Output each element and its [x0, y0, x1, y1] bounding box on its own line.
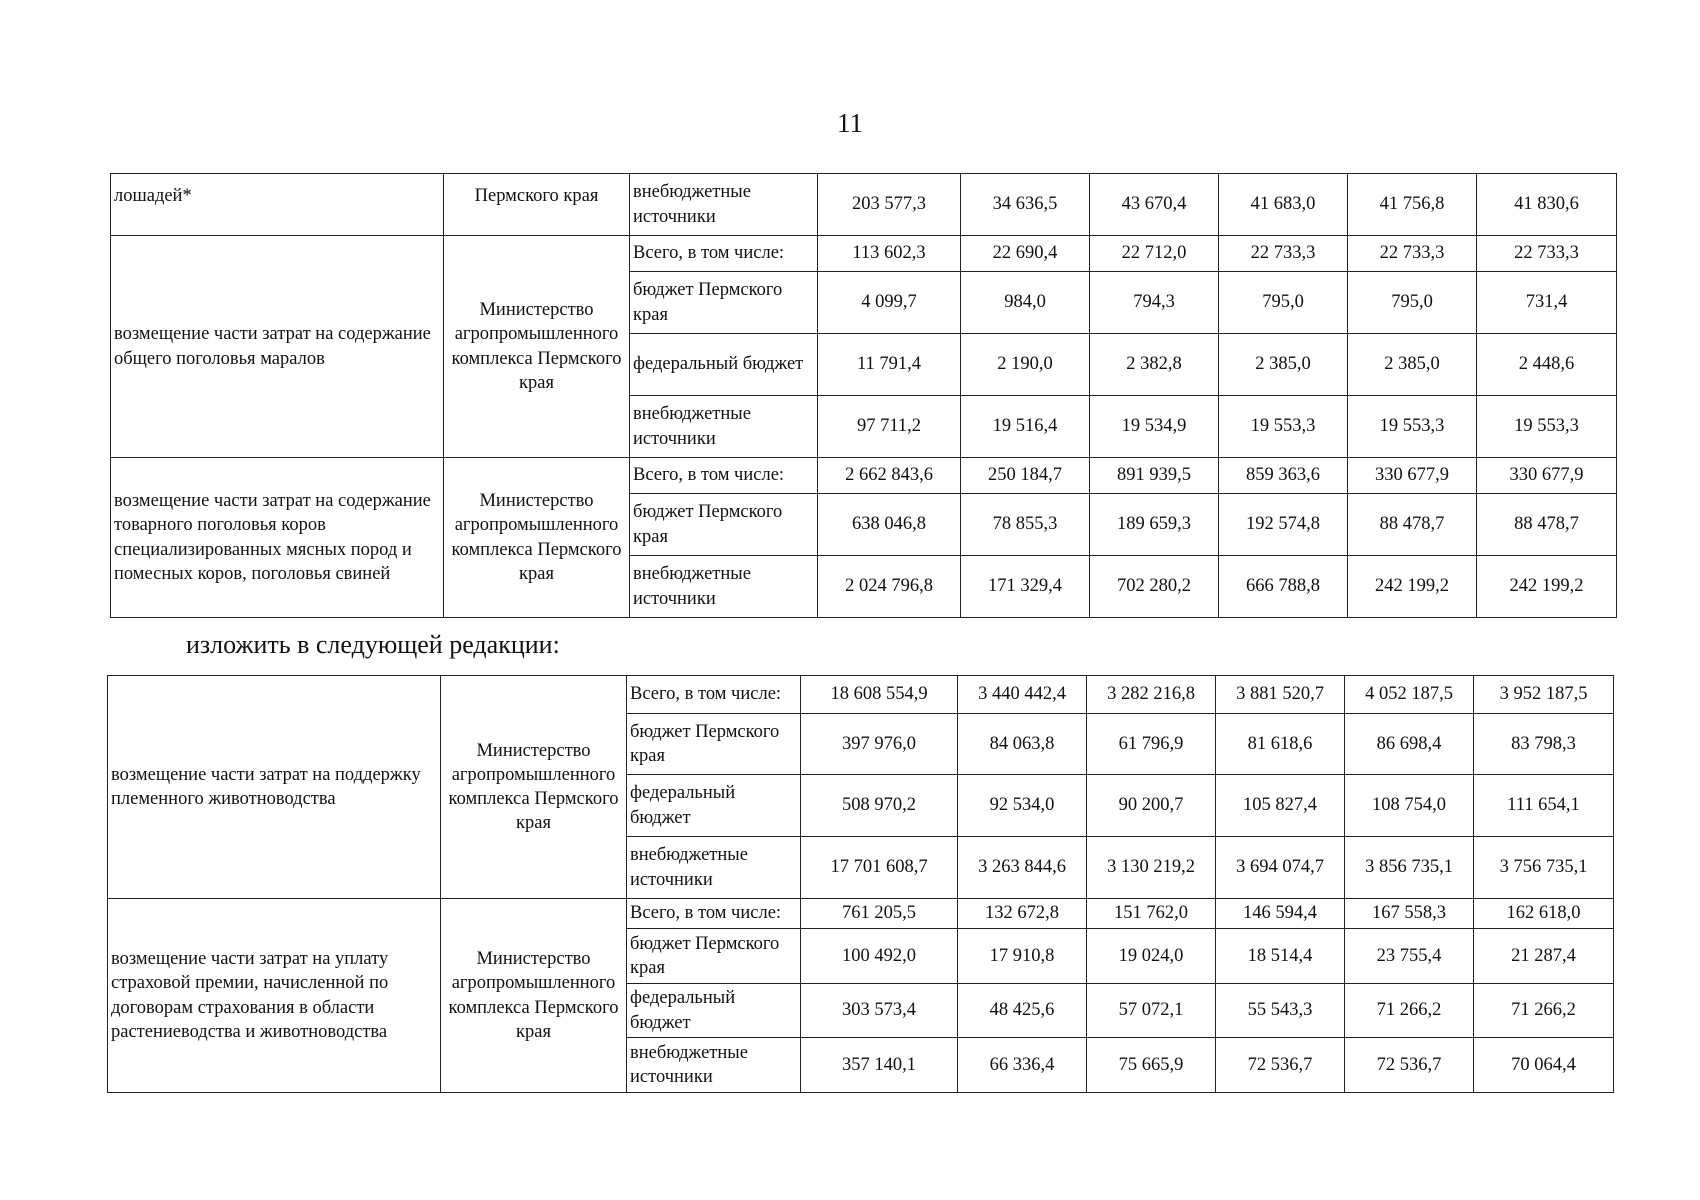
value-cell: 3 756 735,1: [1474, 837, 1614, 899]
funding-table-new-edition: [107, 675, 1614, 1093]
value-cell: 41 683,0: [1219, 174, 1348, 236]
value-cell: 72 536,7: [1216, 1038, 1345, 1093]
value-cell: 146 594,4: [1216, 899, 1345, 929]
value-cell: 18 608 554,9: [801, 676, 958, 714]
value-cell: 19 534,9: [1090, 396, 1219, 458]
value-cell: 167 558,3: [1345, 899, 1474, 929]
value-cell: 22 712,0: [1090, 236, 1219, 272]
value-cell: 3 694 074,7: [1216, 837, 1345, 899]
value-cell: 83 798,3: [1474, 714, 1614, 775]
value-cell: 702 280,2: [1090, 556, 1219, 618]
value-cell: 303 573,4: [801, 984, 958, 1038]
value-cell: 48 425,6: [958, 984, 1087, 1038]
value-cell: 22 733,3: [1219, 236, 1348, 272]
value-cell: 3 440 442,4: [958, 676, 1087, 714]
table-row: [111, 458, 1617, 494]
value-cell: 189 659,3: [1090, 494, 1219, 556]
value-cell: 55 543,3: [1216, 984, 1345, 1038]
measure-description: возмещение части затрат на содержание товарного поголовья коров специализированных мясных пород и помесных коров, поголовья свиней: [111, 458, 444, 618]
responsible-organization: Министерство агропромышленного комплекса Пермского края: [441, 899, 627, 1093]
value-cell: 113 602,3: [818, 236, 961, 272]
value-cell: 2 024 796,8: [818, 556, 961, 618]
value-cell: 18 514,4: [1216, 929, 1345, 984]
responsible-organization: Пермского края: [444, 174, 630, 236]
value-cell: 71 266,2: [1474, 984, 1614, 1038]
responsible-organization: Министерство агропромышленного комплекса Пермского края: [441, 676, 627, 899]
value-cell: 41 756,8: [1348, 174, 1477, 236]
value-cell: 891 939,5: [1090, 458, 1219, 494]
funding-source: внебюджетные источники: [630, 396, 818, 458]
value-cell: 3 856 735,1: [1345, 837, 1474, 899]
value-cell: 357 140,1: [801, 1038, 958, 1093]
value-cell: 162 618,0: [1474, 899, 1614, 929]
value-cell: 192 574,8: [1219, 494, 1348, 556]
value-cell: 242 199,2: [1477, 556, 1617, 618]
value-cell: 92 534,0: [958, 775, 1087, 837]
value-cell: 203 577,3: [818, 174, 961, 236]
funding-source: бюджет Пермского края: [627, 929, 801, 984]
value-cell: 795,0: [1348, 272, 1477, 334]
funding-source: бюджет Пермского края: [627, 714, 801, 775]
value-cell: 78 855,3: [961, 494, 1090, 556]
value-cell: 4 099,7: [818, 272, 961, 334]
funding-source: федеральный бюджет: [627, 984, 801, 1038]
value-cell: 3 282 216,8: [1087, 676, 1216, 714]
value-cell: 75 665,9: [1087, 1038, 1216, 1093]
value-cell: 2 385,0: [1219, 334, 1348, 396]
value-cell: 666 788,8: [1219, 556, 1348, 618]
funding-table-current: [110, 173, 1617, 618]
value-cell: 100 492,0: [801, 929, 958, 984]
value-cell: 2 662 843,6: [818, 458, 961, 494]
funding-source: внебюджетные источники: [630, 556, 818, 618]
funding-source: Всего, в том числе:: [627, 676, 801, 714]
value-cell: 11 791,4: [818, 334, 961, 396]
value-cell: 2 382,8: [1090, 334, 1219, 396]
value-cell: 250 184,7: [961, 458, 1090, 494]
value-cell: 397 976,0: [801, 714, 958, 775]
value-cell: 794,3: [1090, 272, 1219, 334]
page-number: 11: [837, 108, 863, 138]
value-cell: 90 200,7: [1087, 775, 1216, 837]
funding-source: внебюджетные источники: [627, 1038, 801, 1093]
value-cell: 795,0: [1219, 272, 1348, 334]
value-cell: 97 711,2: [818, 396, 961, 458]
value-cell: 19 516,4: [961, 396, 1090, 458]
value-cell: 22 733,3: [1348, 236, 1477, 272]
value-cell: 2 448,6: [1477, 334, 1617, 396]
value-cell: 72 536,7: [1345, 1038, 1474, 1093]
funding-source: внебюджетные источники: [630, 174, 818, 236]
value-cell: 132 672,8: [958, 899, 1087, 929]
measure-description: возмещение части затрат на поддержку племенного животноводства: [108, 676, 441, 899]
measure-description: возмещение части затрат на содержание общего поголовья маралов: [111, 236, 444, 458]
value-cell: 19 553,3: [1477, 396, 1617, 458]
value-cell: 22 733,3: [1477, 236, 1617, 272]
table-row: [111, 174, 1617, 236]
funding-source: Всего, в том числе:: [627, 899, 801, 929]
value-cell: 111 654,1: [1474, 775, 1614, 837]
value-cell: 105 827,4: [1216, 775, 1345, 837]
value-cell: 34 636,5: [961, 174, 1090, 236]
funding-source: федеральный бюджет: [630, 334, 818, 396]
value-cell: 330 677,9: [1348, 458, 1477, 494]
value-cell: 88 478,7: [1477, 494, 1617, 556]
funding-source: Всего, в том числе:: [630, 458, 818, 494]
value-cell: 984,0: [961, 272, 1090, 334]
value-cell: 17 910,8: [958, 929, 1087, 984]
value-cell: 3 130 219,2: [1087, 837, 1216, 899]
value-cell: 23 755,4: [1345, 929, 1474, 984]
value-cell: 859 363,6: [1219, 458, 1348, 494]
value-cell: 2 385,0: [1348, 334, 1477, 396]
value-cell: 3 263 844,6: [958, 837, 1087, 899]
value-cell: 761 205,5: [801, 899, 958, 929]
funding-source: внебюджетные источники: [627, 837, 801, 899]
funding-source: бюджет Пермского края: [630, 272, 818, 334]
value-cell: 19 553,3: [1348, 396, 1477, 458]
value-cell: 171 329,4: [961, 556, 1090, 618]
responsible-organization: Министерство агропромышленного комплекса Пермского края: [444, 236, 630, 458]
value-cell: 108 754,0: [1345, 775, 1474, 837]
amendment-instruction: изложить в следующей редакции:: [186, 630, 560, 659]
value-cell: 242 199,2: [1348, 556, 1477, 618]
value-cell: 21 287,4: [1474, 929, 1614, 984]
funding-source: федеральный бюджет: [627, 775, 801, 837]
value-cell: 3 881 520,7: [1216, 676, 1345, 714]
value-cell: 61 796,9: [1087, 714, 1216, 775]
measure-description: лошадей*: [111, 174, 444, 236]
funding-source: Всего, в том числе:: [630, 236, 818, 272]
value-cell: 330 677,9: [1477, 458, 1617, 494]
value-cell: 70 064,4: [1474, 1038, 1614, 1093]
value-cell: 41 830,6: [1477, 174, 1617, 236]
value-cell: 86 698,4: [1345, 714, 1474, 775]
value-cell: 4 052 187,5: [1345, 676, 1474, 714]
funding-source: бюджет Пермского края: [630, 494, 818, 556]
value-cell: 66 336,4: [958, 1038, 1087, 1093]
value-cell: 43 670,4: [1090, 174, 1219, 236]
value-cell: 57 072,1: [1087, 984, 1216, 1038]
value-cell: 731,4: [1477, 272, 1617, 334]
value-cell: 638 046,8: [818, 494, 961, 556]
table-row: [108, 899, 1614, 929]
table-row: [111, 236, 1617, 272]
value-cell: 81 618,6: [1216, 714, 1345, 775]
value-cell: 88 478,7: [1348, 494, 1477, 556]
value-cell: 17 701 608,7: [801, 837, 958, 899]
value-cell: 19 553,3: [1219, 396, 1348, 458]
value-cell: 22 690,4: [961, 236, 1090, 272]
responsible-organization: Министерство агропромышленного комплекса Пермского края: [444, 458, 630, 618]
value-cell: 3 952 187,5: [1474, 676, 1614, 714]
value-cell: 151 762,0: [1087, 899, 1216, 929]
value-cell: 71 266,2: [1345, 984, 1474, 1038]
value-cell: 2 190,0: [961, 334, 1090, 396]
value-cell: 19 024,0: [1087, 929, 1216, 984]
value-cell: 84 063,8: [958, 714, 1087, 775]
table-row: [108, 676, 1614, 714]
measure-description: возмещение части затрат на уплату страховой премии, начисленной по договорам страхования в области растениеводства и животноводства: [108, 899, 441, 1093]
value-cell: 508 970,2: [801, 775, 958, 837]
